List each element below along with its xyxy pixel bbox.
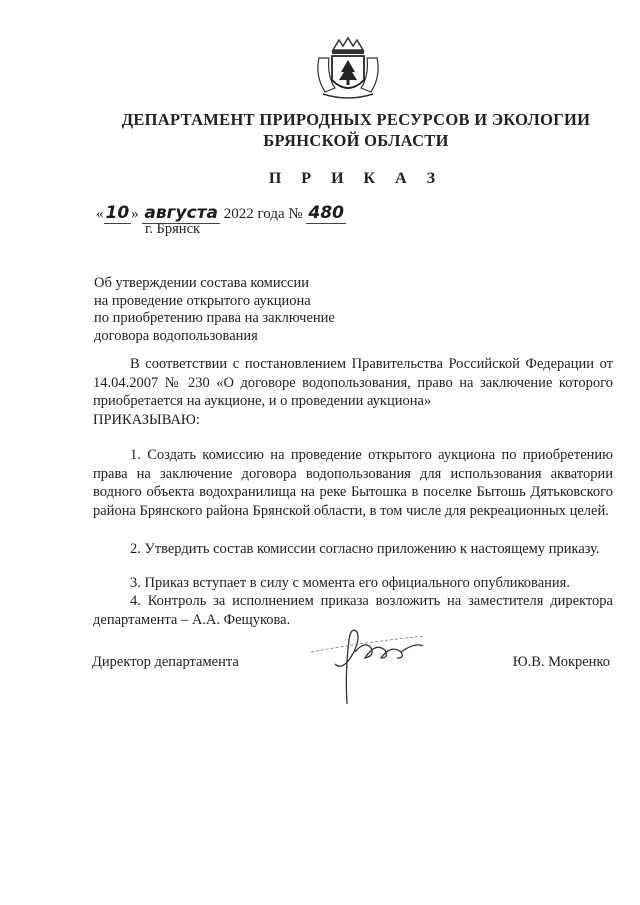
signatory-name: Ю.В. Мокренко <box>512 654 610 670</box>
order-item-1: 1. Создать комиссию на проведение открытого аукциона по приобретению права на заключение договора водопользования для использования акватории водного объекта водохранилища на реке Бытошка в поселке Бытошь Дятьковского района Брянского района Брянской области, в том числе для рекреационных целей. <box>93 447 613 519</box>
date-day: 10 <box>105 203 130 223</box>
preamble-paragraph: В соответствии с постановлением Правительства Российской Федерации от 14.04.2007 № 230 «О договоре водопользования, право на заключение которого приобретается на аукционе, и о проведении аукциона» <box>93 356 613 409</box>
document-type-title: П Р И К А З <box>268 170 444 187</box>
date-open-quote: « <box>96 206 104 222</box>
subject-line: на проведение открытого аукциона <box>94 292 311 309</box>
subject-block <box>94 275 335 345</box>
date-month: августа <box>144 203 219 223</box>
order-item-3: 3. Приказ вступает в силу с момента его официального опубликования. <box>130 575 570 591</box>
signatory-position: Директор департамента <box>92 654 239 670</box>
order-word: ПРИКАЗЫВАЮ: <box>93 412 200 428</box>
city: г. Брянск <box>145 221 201 237</box>
organization-name-line2: БРЯНСКОЙ ОБЛАСТИ <box>263 131 449 150</box>
organization-name-line1: ДЕПАРТАМЕНТ ПРИРОДНЫХ РЕСУРСОВ И ЭКОЛОГИИ <box>121 110 591 129</box>
order-item-2: 2. Утвердить состав комиссии согласно приложению к настоящему приказу. <box>130 541 600 557</box>
year-and-number-label: 2022 года № <box>223 206 303 222</box>
subject-line: договора водопользования <box>94 327 258 344</box>
date-number-line <box>96 203 346 224</box>
subject-line: по приобретению права на заключение <box>94 310 335 326</box>
coat-of-arms-emblem <box>313 36 383 102</box>
subject-line: Об утверждении состава комиссии <box>94 275 310 291</box>
handwritten-signature <box>305 612 435 712</box>
document-number: 480 <box>308 203 344 223</box>
date-close-quote: » <box>131 206 139 222</box>
order-item-4: 4. Контроль за исполнением приказа возложить на заместителя директора департамента – А.А. Фещукова. <box>93 593 613 628</box>
